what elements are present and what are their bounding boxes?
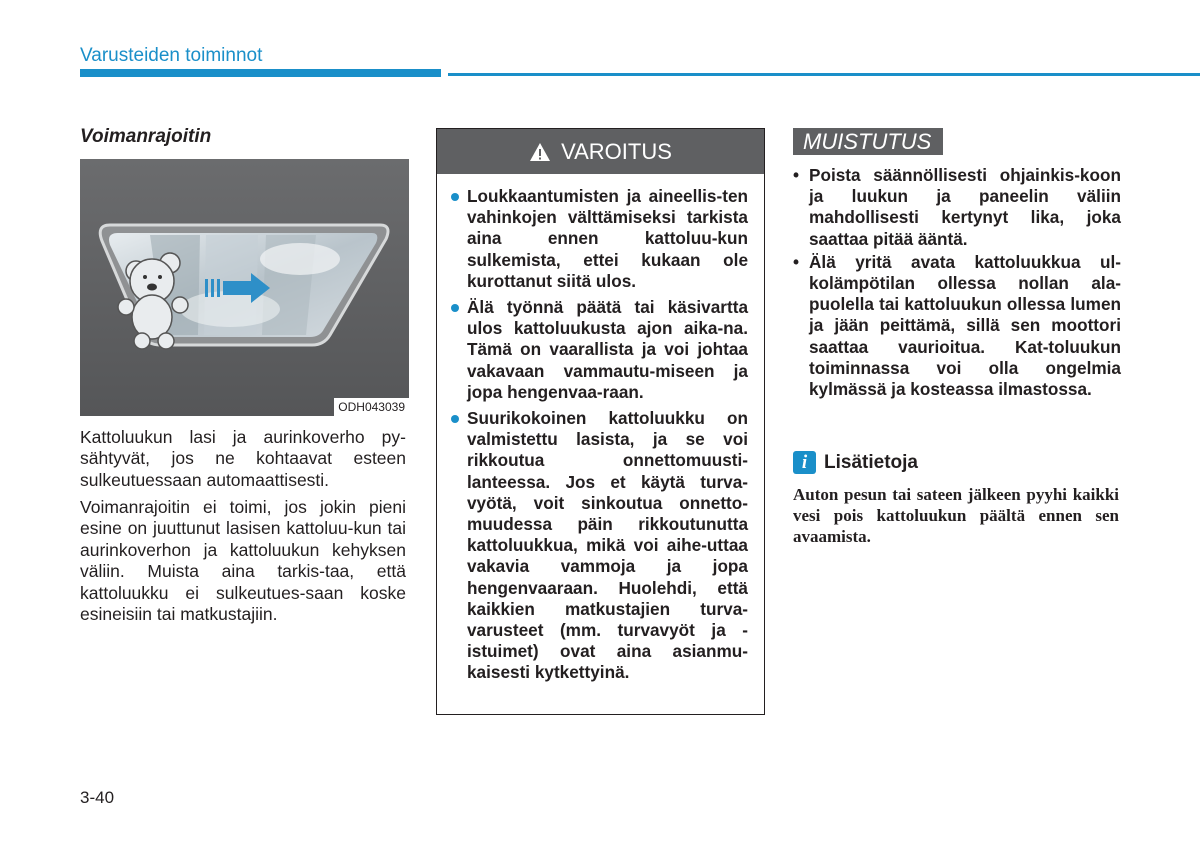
sunroof-drawing xyxy=(80,159,409,416)
warning-title: VAROITUS xyxy=(561,138,672,164)
bullet-dot xyxy=(451,415,459,423)
notice-item: • Poista säännöllisesti ohjainkis-koon ja luukun ja paneelin väliin mahdollisesti kertynyt lika, joka saattaa pitää ääntä. xyxy=(793,165,1121,249)
info-text: Auton pesun tai sateen jälkeen pyyhi kaikki vesi pois kattoluukun päältä ennen sen avaamista. xyxy=(793,485,1119,547)
info-header xyxy=(793,451,918,474)
notice-label: MUISTUTUS xyxy=(793,128,943,155)
figure-code: ODH043039 xyxy=(334,398,409,416)
body-paragraph-1: Kattoluukun lasi ja aurinkoverho py-sähtyvät, jos ne kohtaavat esteen sulkeutuessaan automaattisesti. xyxy=(80,427,406,490)
warning-list xyxy=(437,174,764,684)
warning-box xyxy=(436,128,765,715)
warning-item: Älä työnnä päätä tai käsivartta ulos kattoluukusta ajon aika-na. Tämä on vaarallista ja voi johtaa vakavaan vammautu-miseen ja jopa hengenvaa-raan. xyxy=(451,297,748,403)
warning-item: Suurikokoinen kattoluukku on valmistettu lasista, ja se voi rikkoutua onnettomuusti-lanteessa. Jos et käytä turva-vyötä, voit sinkoutua onnetto-muudessa päin rikkoutunutta kattoluukkua, mikä voi aihe-uttaa vakavia vammoja ja jopa hengenvaaraan. Huolehdi, että kaikkien matkustajien turva-varusteet (mm. turvavyöt ja -istuimet) ovat aina asianmu-kaisesti kytkettyinä. xyxy=(451,408,748,684)
warning-header xyxy=(437,129,764,174)
info-icon: i xyxy=(793,451,816,474)
section-heading: Voimanrajoitin xyxy=(80,126,212,147)
bullet: • xyxy=(793,165,800,185)
page-header-title: Varusteiden toiminnot xyxy=(80,45,263,66)
notice-list xyxy=(793,165,1121,402)
body-paragraph-2: Voimanrajoitin ei toimi, jos jokin pieni esine on juuttunut lasisen kattoluu-kun tai aurinkoverhon ja kattoluukun kehyksen väliin. Muista aina tarkis-taa, että kattoluukku ei sulkeutues-saan koske esineisiin tai matkustajiin. xyxy=(80,497,406,625)
info-title: Lisätietoja xyxy=(824,451,918,473)
warning-item: Loukkaantumisten ja aineellis-ten vahinkojen välttämiseksi tarkista aina ennen kattoluu-kun sulkemista, ettei kukaan ole kurottanut siitä ulos. xyxy=(451,186,748,292)
page-number: 3-40 xyxy=(80,788,115,807)
bullet-dot xyxy=(451,193,459,201)
bullet-dot xyxy=(451,304,459,312)
header-bar-right xyxy=(448,73,1200,76)
bullet: • xyxy=(793,251,800,272)
notice-item: • Älä yritä avata kattoluukkua ul-kolämpötilan ollessa nollan ala-puolella tai kattoluukun ollessa lumen ja jään peittämä, sillä sen moottori saattaa vaurioitua. Kat-toluukun toiminnassa voi olla ongelmia kylmässä ja kosteassa ilmastossa. xyxy=(793,251,1121,400)
warning-triangle-icon xyxy=(529,142,551,162)
header-bar-left xyxy=(80,69,441,77)
sunroof-illustration xyxy=(80,159,409,416)
